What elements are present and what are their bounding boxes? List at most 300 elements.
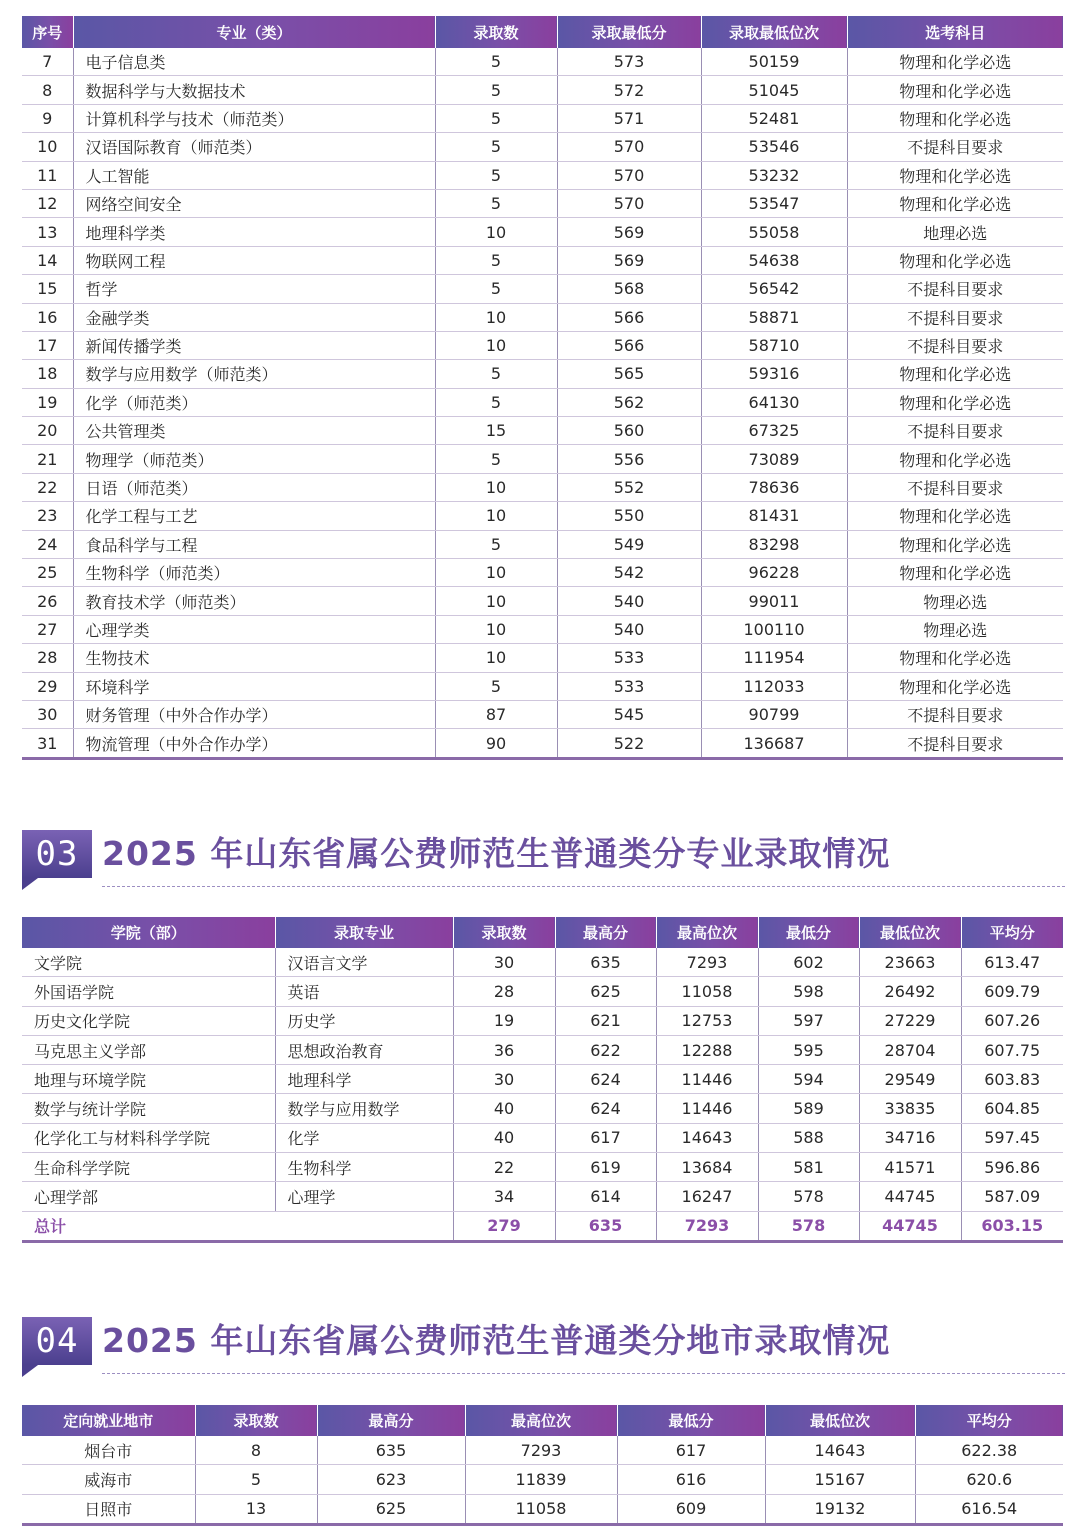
table-cell: 566 (557, 331, 701, 359)
total-cell: 635 (555, 1211, 656, 1241)
table-cell: 教育技术学（师范类） (73, 587, 435, 615)
column-header: 平均分 (915, 1405, 1063, 1436)
table-cell: 533 (557, 672, 701, 700)
table-cell: 物理和化学必选 (847, 644, 1063, 672)
table-cell: 7293 (465, 1436, 617, 1465)
table-cell: 物联网工程 (73, 246, 435, 274)
table-row (22, 948, 1063, 977)
table-cell: 20 (22, 417, 73, 445)
table-row (22, 104, 1063, 132)
table-cell: 613.47 (961, 948, 1063, 977)
table-cell: 624 (555, 1094, 656, 1123)
column-header: 录取数 (195, 1405, 317, 1436)
table-row (22, 1436, 1063, 1465)
table-cell: 人工智能 (73, 161, 435, 189)
table-cell: 化学 (275, 1123, 453, 1152)
table-cell: 马克思主义学部 (22, 1035, 275, 1064)
table-cell: 计算机科学与技术（师范类） (73, 104, 435, 132)
table-cell: 569 (557, 218, 701, 246)
table-cell: 物理和化学必选 (847, 76, 1063, 104)
table-cell: 14 (22, 246, 73, 274)
table-cell: 16247 (656, 1182, 758, 1211)
table-cell: 金融学类 (73, 303, 435, 331)
table-row (22, 1094, 1063, 1123)
table-cell: 不提科目要求 (847, 133, 1063, 161)
table-cell: 5 (435, 360, 557, 388)
table-cell: 565 (557, 360, 701, 388)
table-cell: 物理和化学必选 (847, 445, 1063, 473)
section-header-04 (22, 1317, 1065, 1377)
table-cell: 625 (555, 977, 656, 1006)
total-cell: 578 (758, 1211, 859, 1241)
column-header: 选考科目 (847, 16, 1063, 48)
table-cell: 不提科目要求 (847, 275, 1063, 303)
table-cell: 607.26 (961, 1006, 1063, 1035)
table-cell: 外国语学院 (22, 977, 275, 1006)
table-cell: 地理科学 (275, 1065, 453, 1094)
table-row (22, 161, 1063, 189)
table-cell: 物理和化学必选 (847, 104, 1063, 132)
table-cell: 83298 (701, 530, 847, 558)
table-cell: 41571 (859, 1153, 961, 1182)
table-cell: 思想政治教育 (275, 1035, 453, 1064)
table-cell: 10 (435, 587, 557, 615)
table-cell: 财务管理（中外合作办学） (73, 700, 435, 728)
table-cell: 595 (758, 1035, 859, 1064)
table-cell: 物理和化学必选 (847, 559, 1063, 587)
table-row (22, 587, 1063, 615)
table-cell: 生物科学（师范类） (73, 559, 435, 587)
table-cell: 28 (453, 977, 555, 1006)
table-cell: 11058 (656, 977, 758, 1006)
table-cell: 570 (557, 161, 701, 189)
table-cell: 588 (758, 1123, 859, 1152)
table-row (22, 559, 1063, 587)
table-cell: 33835 (859, 1094, 961, 1123)
table-cell: 10 (435, 473, 557, 501)
table-cell: 10 (435, 303, 557, 331)
total-cell: 7293 (656, 1211, 758, 1241)
table-cell: 环境科学 (73, 672, 435, 700)
table-row (22, 1065, 1063, 1094)
table-cell: 540 (557, 615, 701, 643)
table-cell: 625 (317, 1494, 465, 1524)
table-cell: 物理和化学必选 (847, 530, 1063, 558)
table-cell: 生命科学学院 (22, 1153, 275, 1182)
table-cell: 58710 (701, 331, 847, 359)
column-header: 学院（部） (22, 917, 275, 948)
table-cell: 10 (435, 559, 557, 587)
section-title: 2025 年山东省属公费师范生普通类分地市录取情况 (102, 1321, 891, 1360)
column-header: 最低位次 (859, 917, 961, 948)
table-cell: 594 (758, 1065, 859, 1094)
table-cell: 562 (557, 388, 701, 416)
table-cell: 不提科目要求 (847, 417, 1063, 445)
table-row (22, 133, 1063, 161)
table-cell: 心理学部 (22, 1182, 275, 1211)
table-cell: 地理科学类 (73, 218, 435, 246)
table-cell: 5 (195, 1465, 317, 1494)
table-cell: 食品科学与工程 (73, 530, 435, 558)
table-cell: 56542 (701, 275, 847, 303)
table-cell: 614 (555, 1182, 656, 1211)
table-cell: 29 (22, 672, 73, 700)
table-cell: 552 (557, 473, 701, 501)
table-row (22, 246, 1063, 274)
table-cell: 609.79 (961, 977, 1063, 1006)
table-cell: 604.85 (961, 1094, 1063, 1123)
table-cell: 化学（师范类） (73, 388, 435, 416)
table-cell: 607.75 (961, 1035, 1063, 1064)
table-cell: 烟台市 (22, 1436, 195, 1465)
table-cell: 地理必选 (847, 218, 1063, 246)
table-cell: 汉语国际教育（师范类） (73, 133, 435, 161)
table-cell: 5 (435, 161, 557, 189)
table-cell: 历史文化学院 (22, 1006, 275, 1035)
table-cell: 物理必选 (847, 615, 1063, 643)
table-cell: 物理和化学必选 (847, 246, 1063, 274)
table-cell: 522 (557, 729, 701, 758)
table-cell: 569 (557, 246, 701, 274)
table-cell: 111954 (701, 644, 847, 672)
table-row (22, 388, 1063, 416)
table-cell: 28704 (859, 1035, 961, 1064)
table-cell: 58871 (701, 303, 847, 331)
table-cell: 40 (453, 1094, 555, 1123)
table-cell: 化学工程与工艺 (73, 502, 435, 530)
table-row (22, 1494, 1063, 1524)
table-cell: 542 (557, 559, 701, 587)
table-cell: 40 (453, 1123, 555, 1152)
table-cell: 596.86 (961, 1153, 1063, 1182)
table-cell: 635 (317, 1436, 465, 1465)
table-cell: 威海市 (22, 1465, 195, 1494)
table-cell: 16 (22, 303, 73, 331)
table-cell: 电子信息类 (73, 48, 435, 76)
table-row (22, 473, 1063, 501)
table-cell: 620.6 (915, 1465, 1063, 1494)
dashed-divider (102, 886, 1065, 887)
table-cell: 55058 (701, 218, 847, 246)
table-cell: 11446 (656, 1094, 758, 1123)
table-cell: 5 (435, 445, 557, 473)
table-cell: 数学与统计学院 (22, 1094, 275, 1123)
table-cell: 578 (758, 1182, 859, 1211)
table-cell: 621 (555, 1006, 656, 1035)
column-header: 录取最低分 (557, 16, 701, 48)
table-cell: 13 (22, 218, 73, 246)
table-cell: 598 (758, 977, 859, 1006)
table-cell: 哲学 (73, 275, 435, 303)
table-cell: 617 (555, 1123, 656, 1152)
column-header: 平均分 (961, 917, 1063, 948)
table-cell: 5 (435, 76, 557, 104)
table-cell: 549 (557, 530, 701, 558)
table-cell: 生物技术 (73, 644, 435, 672)
column-header: 录取专业 (275, 917, 453, 948)
table-cell: 100110 (701, 615, 847, 643)
table-cell: 7 (22, 48, 73, 76)
table-cell: 心理学 (275, 1182, 453, 1211)
table-cell: 生物科学 (275, 1153, 453, 1182)
table-cell: 5 (435, 246, 557, 274)
table-cell: 26492 (859, 977, 961, 1006)
dashed-divider (102, 1373, 1065, 1374)
table-cell: 609 (617, 1494, 765, 1524)
table-cell: 573 (557, 48, 701, 76)
table-cell: 13684 (656, 1153, 758, 1182)
table-cell: 136687 (701, 729, 847, 758)
table-row (22, 1123, 1063, 1152)
table-row (22, 530, 1063, 558)
table-cell: 22 (22, 473, 73, 501)
column-header: 最低位次 (765, 1405, 915, 1436)
table-cell: 568 (557, 275, 701, 303)
table-cell: 11 (22, 161, 73, 189)
table-cell: 文学院 (22, 948, 275, 977)
table-cell: 90799 (701, 700, 847, 728)
table-cell: 597 (758, 1006, 859, 1035)
table-row (22, 76, 1063, 104)
table-row (22, 672, 1063, 700)
column-header: 最高分 (317, 1405, 465, 1436)
table-cell: 96228 (701, 559, 847, 587)
table-header-row (22, 1405, 1063, 1436)
table-cell: 622 (555, 1035, 656, 1064)
table-cell: 44745 (859, 1182, 961, 1211)
table-cell: 53232 (701, 161, 847, 189)
table-cell: 8 (195, 1436, 317, 1465)
table-cell: 不提科目要求 (847, 473, 1063, 501)
table-cell: 24 (22, 530, 73, 558)
table-cell: 历史学 (275, 1006, 453, 1035)
column-header: 专业（类） (73, 16, 435, 48)
table-cell: 14643 (656, 1123, 758, 1152)
table-cell: 59316 (701, 360, 847, 388)
column-header: 录取最低位次 (701, 16, 847, 48)
table-cell: 物理和化学必选 (847, 502, 1063, 530)
table-cell: 570 (557, 133, 701, 161)
table-cell: 624 (555, 1065, 656, 1094)
table-cell: 589 (758, 1094, 859, 1123)
table-cell: 87 (435, 700, 557, 728)
table-row (22, 502, 1063, 530)
table-row (22, 977, 1063, 1006)
table-cell: 635 (555, 948, 656, 977)
column-header: 录取数 (435, 16, 557, 48)
table-cell: 物理学（师范类） (73, 445, 435, 473)
table-row (22, 417, 1063, 445)
table-cell: 53547 (701, 189, 847, 217)
table-cell: 25 (22, 559, 73, 587)
table-cell: 10 (435, 331, 557, 359)
table-cell: 不提科目要求 (847, 303, 1063, 331)
table-cell: 5 (435, 48, 557, 76)
table-cell: 18 (22, 360, 73, 388)
table-cell: 19 (22, 388, 73, 416)
table-cell: 物理和化学必选 (847, 672, 1063, 700)
table-cell: 570 (557, 189, 701, 217)
table-cell: 34 (453, 1182, 555, 1211)
total-cell: 279 (453, 1211, 555, 1241)
table-row (22, 644, 1063, 672)
table-cell: 19132 (765, 1494, 915, 1524)
table-cell: 13 (195, 1494, 317, 1524)
table-row (22, 1153, 1063, 1182)
table-cell: 数学与应用数学（师范类） (73, 360, 435, 388)
table-cell: 数据科学与大数据技术 (73, 76, 435, 104)
table-cell: 日语（师范类） (73, 473, 435, 501)
section-number-badge: 03 (22, 830, 92, 878)
table-header-row (22, 917, 1063, 948)
table-cell: 英语 (275, 977, 453, 1006)
table-cell: 公共管理类 (73, 417, 435, 445)
table-row (22, 360, 1063, 388)
column-header: 序号 (22, 16, 73, 48)
table-cell: 572 (557, 76, 701, 104)
table-cell: 64130 (701, 388, 847, 416)
table-cell: 不提科目要求 (847, 331, 1063, 359)
column-header: 最高分 (555, 917, 656, 948)
table-row (22, 729, 1063, 758)
table-cell: 10 (435, 218, 557, 246)
table-cell: 27 (22, 615, 73, 643)
table-cell: 616.54 (915, 1494, 1063, 1524)
table-cell: 603.83 (961, 1065, 1063, 1094)
table-cell: 15 (435, 417, 557, 445)
total-cell: 603.15 (961, 1211, 1063, 1241)
table-cell: 7293 (656, 948, 758, 977)
table-cell: 545 (557, 700, 701, 728)
table-cell: 31 (22, 729, 73, 758)
table-cell: 网络空间安全 (73, 189, 435, 217)
table-cell: 14643 (765, 1436, 915, 1465)
table-cell: 9 (22, 104, 73, 132)
table-cell: 心理学类 (73, 615, 435, 643)
badge-tail (22, 878, 38, 890)
table-cell: 15 (22, 275, 73, 303)
table-cell: 21 (22, 445, 73, 473)
table-cell: 物理和化学必选 (847, 48, 1063, 76)
table-cell: 112033 (701, 672, 847, 700)
table-row (22, 700, 1063, 728)
table-cell: 22 (453, 1153, 555, 1182)
table-cell: 日照市 (22, 1494, 195, 1524)
table-cell: 12 (22, 189, 73, 217)
table-cell: 30 (22, 700, 73, 728)
table-cell: 地理与环境学院 (22, 1065, 275, 1094)
table-cell: 12288 (656, 1035, 758, 1064)
table-cell: 27229 (859, 1006, 961, 1035)
table-cell: 10 (435, 615, 557, 643)
table-cell: 78636 (701, 473, 847, 501)
table-cell: 物理和化学必选 (847, 388, 1063, 416)
section-number-badge: 04 (22, 1317, 92, 1365)
column-header: 定向就业地市 (22, 1405, 195, 1436)
table-cell: 物理必选 (847, 587, 1063, 615)
total-row (22, 1211, 1063, 1241)
table-cell: 23 (22, 502, 73, 530)
table-cell: 571 (557, 104, 701, 132)
table-cell: 54638 (701, 246, 847, 274)
table-cell: 15167 (765, 1465, 915, 1494)
city-admission-table (22, 1405, 1063, 1526)
table-cell: 73089 (701, 445, 847, 473)
table-cell: 19 (453, 1006, 555, 1035)
table-cell: 30 (453, 1065, 555, 1094)
table-cell: 5 (435, 104, 557, 132)
column-header: 最高位次 (465, 1405, 617, 1436)
table-cell: 化学化工与材料科学学院 (22, 1123, 275, 1152)
table-cell: 10 (435, 644, 557, 672)
table-cell: 物理和化学必选 (847, 360, 1063, 388)
table-cell: 619 (555, 1153, 656, 1182)
table-cell: 51045 (701, 76, 847, 104)
table-cell: 5 (435, 388, 557, 416)
table-row (22, 615, 1063, 643)
column-header: 录取数 (453, 917, 555, 948)
table-cell: 617 (617, 1436, 765, 1465)
table-cell: 34716 (859, 1123, 961, 1152)
table-cell: 533 (557, 644, 701, 672)
major-admission-table (22, 16, 1063, 760)
table-row (22, 1182, 1063, 1211)
table-row (22, 189, 1063, 217)
table-row (22, 275, 1063, 303)
table-row (22, 1006, 1063, 1035)
table-cell: 10 (435, 502, 557, 530)
table-row (22, 218, 1063, 246)
table-cell: 5 (435, 672, 557, 700)
table-cell: 99011 (701, 587, 847, 615)
table-cell: 物理和化学必选 (847, 161, 1063, 189)
table-cell: 623 (317, 1465, 465, 1494)
table-cell: 8 (22, 76, 73, 104)
table-cell: 581 (758, 1153, 859, 1182)
public-normal-major-table (22, 917, 1063, 1243)
table-cell: 新闻传播学类 (73, 331, 435, 359)
table-cell: 11058 (465, 1494, 617, 1524)
table-cell: 622.38 (915, 1436, 1063, 1465)
table-cell: 数学与应用数学 (275, 1094, 453, 1123)
table-cell: 52481 (701, 104, 847, 132)
table-cell: 597.45 (961, 1123, 1063, 1152)
table-cell: 50159 (701, 48, 847, 76)
table-cell: 81431 (701, 502, 847, 530)
table-cell: 11446 (656, 1065, 758, 1094)
table-header-row (22, 16, 1063, 48)
table-cell: 10 (22, 133, 73, 161)
table-cell: 5 (435, 189, 557, 217)
table-cell: 5 (435, 133, 557, 161)
table-cell: 616 (617, 1465, 765, 1494)
table-cell: 29549 (859, 1065, 961, 1094)
table-cell: 汉语言文学 (275, 948, 453, 977)
table-row (22, 48, 1063, 76)
table-cell: 550 (557, 502, 701, 530)
table-cell: 53546 (701, 133, 847, 161)
table-cell: 物流管理（中外合作办学） (73, 729, 435, 758)
table-cell: 560 (557, 417, 701, 445)
table-cell: 36 (453, 1035, 555, 1064)
total-label: 总计 (22, 1211, 453, 1241)
table-cell: 566 (557, 303, 701, 331)
table-cell: 30 (453, 948, 555, 977)
table-row (22, 1465, 1063, 1494)
table-cell: 540 (557, 587, 701, 615)
table-cell: 28 (22, 644, 73, 672)
table-cell: 不提科目要求 (847, 700, 1063, 728)
